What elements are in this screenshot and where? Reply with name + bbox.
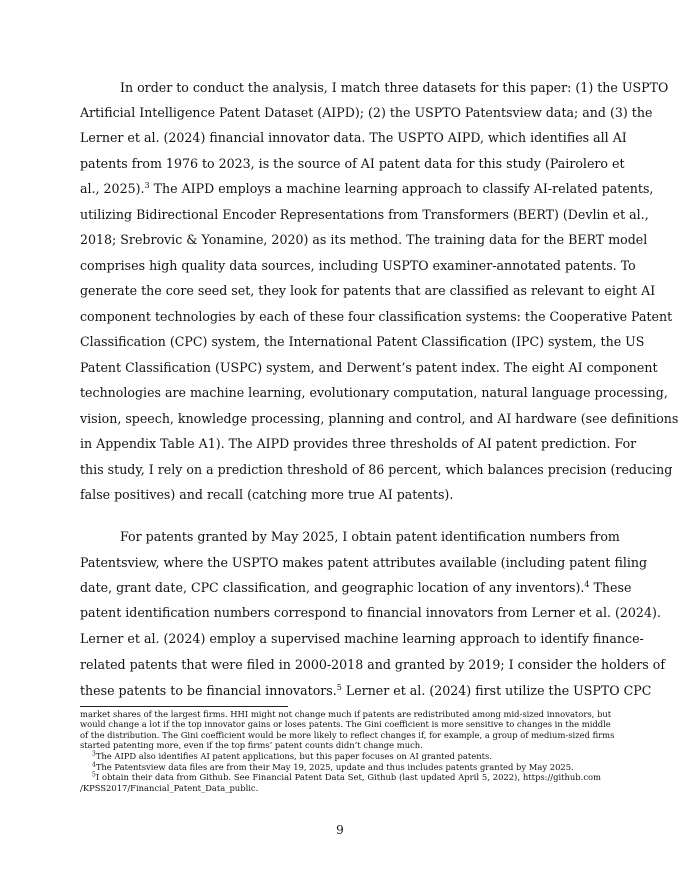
footnote-line: market shares of the largest firms. HHI might not change much if patents are redistributed among mid-sized innovators, but bbox=[80, 709, 612, 719]
body-line: this study, I rely on a prediction threshold of 86 percent, which balances precision (reducing bbox=[80, 462, 673, 477]
footnote-text: The AIPD also identifies AI patent applications, but this paper focuses on AI granted patents. bbox=[95, 751, 492, 761]
body-text: The AIPD employs a machine learning approach to classify AI-related patents, bbox=[149, 181, 654, 196]
body-line: generate the core seed set, they look for patents that are classified as relevant to eight AI bbox=[80, 283, 656, 298]
body-line: in Appendix Table A1). The AIPD provides three thresholds of AI patent prediction. For bbox=[80, 436, 637, 451]
body-line: false positives) and recall (catching more true AI patents). bbox=[80, 487, 454, 502]
footnote-ref-3[interactable]: 3 bbox=[144, 181, 150, 190]
body-line: In order to conduct the analysis, I match three datasets for this paper: (1) the USPTO bbox=[120, 80, 669, 95]
body-line: For patents granted by May 2025, I obtain patent identification numbers from bbox=[120, 529, 620, 544]
body-line: patent identification numbers correspond to financial innovators from Lerner et al. (2024). bbox=[80, 605, 661, 620]
footnote-text: The Patentsview data files are from their May 19, 2025, update and thus includes patents granted by May 2025. bbox=[95, 762, 574, 772]
footnote-3 bbox=[92, 751, 601, 762]
footnote-mark-3: 3 bbox=[92, 750, 96, 758]
body-text: Lerner et al. (2024) first utilize the USPTO CPC bbox=[341, 683, 652, 698]
body-text: These bbox=[589, 580, 632, 595]
body-line: utilizing Bidirectional Encoder Representations from Transformers (BERT) (Devlin et al., bbox=[80, 207, 649, 222]
body-line: Patentsview, where the USPTO makes patent attributes available (including patent filing bbox=[80, 555, 648, 570]
body-line: technologies are machine learning, evolutionary computation, natural language processing, bbox=[80, 385, 668, 400]
body-line bbox=[80, 181, 654, 197]
body-line: component technologies by each of these four classification systems: the Cooperative Patent bbox=[80, 309, 673, 324]
footnote-5 bbox=[92, 772, 601, 783]
page-number: 9 bbox=[336, 823, 344, 837]
body-line: Artificial Intelligence Patent Dataset (AIPD); (2) the USPTO Patentsview data; and (3) the bbox=[80, 105, 653, 120]
body-line bbox=[80, 580, 632, 596]
body-line: Lerner et al. (2024) financial innovator data. The USPTO AIPD, which identifies all AI bbox=[80, 130, 627, 145]
body-line: related patents that were filed in 2000-2018 and granted by 2019; I consider the holders of bbox=[80, 657, 665, 672]
footnote-ref-5[interactable]: 5 bbox=[336, 683, 342, 692]
body-line: comprises high quality data sources, including USPTO examiner-annotated patents. To bbox=[80, 258, 636, 273]
footnote-mark-4: 4 bbox=[92, 761, 96, 769]
body-line: vision, speech, knowledge processing, planning and control, and AI hardware (see definitions bbox=[80, 411, 679, 426]
body-line: Patent Classification (USPC) system, and Derwent’s patent index. The eight AI component bbox=[80, 360, 658, 375]
body-line: Classification (CPC) system, the International Patent Classification (IPC) system, the US bbox=[80, 334, 645, 349]
body-line: patents from 1976 to 2023, is the source of AI patent data for this study (Pairolero et bbox=[80, 156, 625, 171]
footnote-ref-4[interactable]: 4 bbox=[584, 580, 590, 589]
footnote-rule bbox=[80, 706, 288, 707]
body-line bbox=[80, 683, 652, 699]
body-text: these patents to be financial innovators. bbox=[80, 683, 337, 698]
body-line: 2018; Srebrovic & Yonamine, 2020) as its method. The training data for the BERT model bbox=[80, 232, 648, 247]
footnote-line: would change a lot if the top innovator gains or loses patents. The Gini coefficient is more sensitive to changes in the middle bbox=[80, 719, 611, 729]
footnote-4 bbox=[92, 762, 601, 773]
body-text: al., 2025). bbox=[80, 181, 145, 196]
body-text: date, grant date, CPC classification, and geographic location of any inventors). bbox=[80, 580, 585, 595]
footnote-link-text[interactable]: I obtain their data from Github. See Financial Patent Data Set, Github (last updated April 5, 2022), https://github.com bbox=[95, 772, 601, 782]
footnote-line[interactable]: /KPSS2017/Financial_Patent_Data_public. bbox=[80, 783, 259, 793]
footnote-line: started patenting more, even if the top firms’ patent counts didn’t change much. bbox=[80, 740, 423, 750]
footnote-mark-5: 5 bbox=[92, 771, 96, 779]
footnote-line: of the distribution. The Gini coefficient would be more likely to reflect changes if, for example, a group of medium-sized firms bbox=[80, 730, 615, 740]
body-line: Lerner et al. (2024) employ a supervised machine learning approach to identify finance- bbox=[80, 631, 644, 646]
